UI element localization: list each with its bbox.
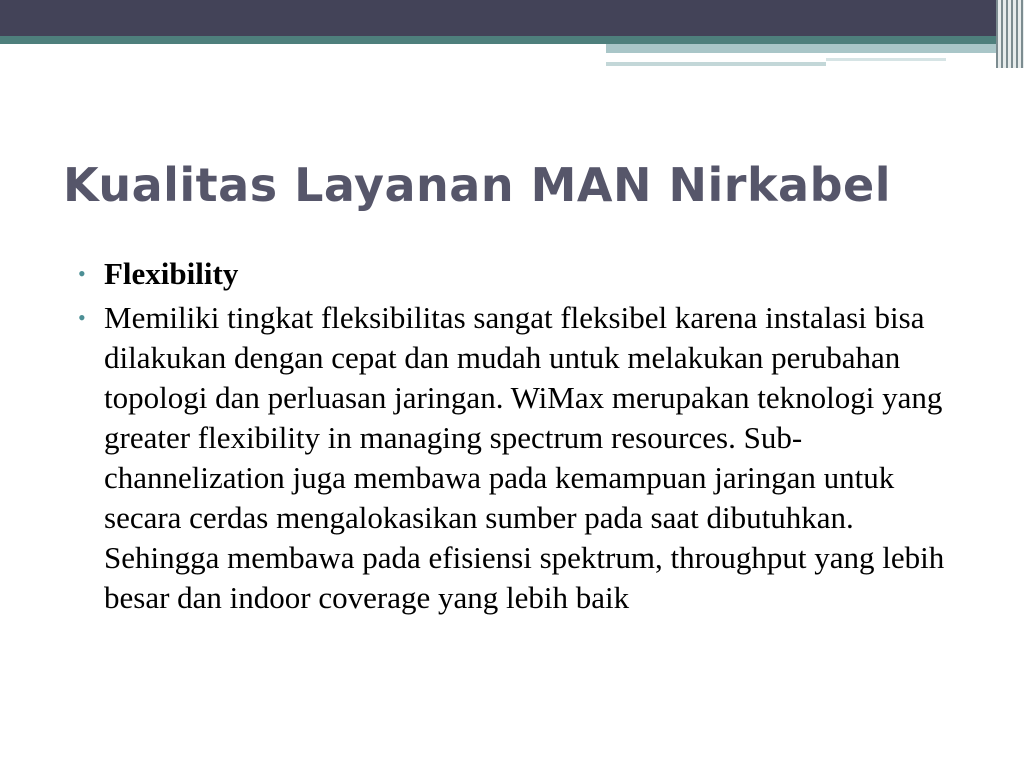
header-accent-line — [0, 36, 1024, 44]
header-band — [0, 0, 1024, 36]
bullet-text: Flexibility — [104, 256, 239, 291]
bullet-item-description — [74, 298, 974, 618]
header-accent-line-thin — [826, 58, 946, 61]
bullet-marker: • — [78, 305, 86, 330]
header-accent-line-light — [606, 44, 1024, 53]
bullet-item-flexibility — [74, 254, 974, 294]
bullet-marker: • — [78, 261, 86, 286]
header-stripes — [996, 0, 1024, 68]
bullet-list — [74, 254, 974, 622]
header-accent-line-thin — [606, 62, 826, 66]
slide-title: Kualitas Layanan MAN Nirkabel — [63, 158, 891, 212]
bullet-text: Memiliki tingkat fleksibilitas sangat fleksibel karena instalasi bisa dilakukan dengan cepat dan mudah untuk melakukan perubahan topologi dan perluasan jaringan. WiMax merupakan teknologi yang greater flexibility in managing spectrum resources. Sub-channelization juga membawa pada kemampuan jaringan untuk secara cerdas mengalokasikan sumber pada saat dibutuhkan. Sehingga membawa pada efisiensi spektrum, throughput yang lebih besar dan indoor coverage yang lebih baik — [104, 300, 945, 615]
